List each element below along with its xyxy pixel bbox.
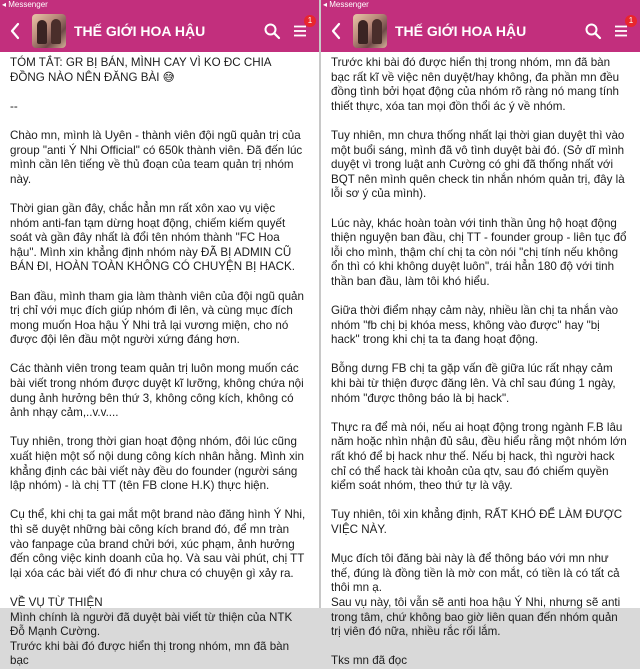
post-paragraph: Lúc này, khác hoàn toàn với tinh thần ủng hộ hoạt động thiện nguyện ban đầu, chị TT - founder group - liên tục đổ lỗi cho mình, thậm chí chị ta còn nói "chị tính nếu không ổn thì có khi không duyệt luôn", trái hẳn 180 độ với tinh thần ban đầu, làm tôi khó hiểu. bbox=[331, 216, 627, 288]
group-avatar[interactable] bbox=[353, 14, 387, 48]
menu-icon bbox=[614, 25, 628, 37]
status-bar[interactable]: ◂ Messenger bbox=[0, 0, 319, 10]
app-header bbox=[321, 10, 640, 52]
chevron-left-icon bbox=[10, 23, 20, 39]
menu-button[interactable] bbox=[289, 10, 311, 52]
post-paragraph: Ban đầu, mình tham gia làm thành viên của đội ngũ quản trị chỉ với mục đích giúp nhóm đi lên, và cùng mục đích mong muốn Hoa hậu Ý Nhi trả lại vương miện, cho nó được đội lên đầu một người xứng đáng hơn. bbox=[10, 289, 304, 347]
group-title[interactable]: THẾ GIỚI HOA HẬU bbox=[74, 23, 206, 39]
back-button[interactable] bbox=[325, 10, 347, 52]
left-screen bbox=[0, 0, 319, 668]
post-paragraph: Thời gian gần đây, chắc hẳn mn rất xôn xao vụ việc nhóm anti-fan tạm dừng hoạt động, chiếm kiếm quyết soát và gần đây nhất là đổi tên nhóm thành "FC Hoa hậu". Mình xin khẳng định nhóm này ĐÃ BỊ ADMIN CŨ BÁN ĐI, HOÀN TOÀN KHÔNG CÓ CHUYỆN BỊ HACK. bbox=[10, 201, 295, 274]
post-paragraph: TÓM TẮT: GR BỊ BÁN, MÌNH CAY VÌ KO ĐC CHIA ĐỒNG NÀO NÊN ĐĂNG BÀI 😅 bbox=[10, 56, 271, 84]
menu-icon bbox=[293, 25, 307, 37]
search-icon bbox=[585, 23, 601, 39]
search-icon bbox=[264, 23, 280, 39]
post-paragraph: Tuy nhiên, tôi xin khẳng định, RẤT KHÓ ĐỂ LÀM ĐƯỢC VIỆC NÀY. bbox=[331, 508, 623, 536]
search-button[interactable] bbox=[582, 10, 604, 52]
post-paragraph: Cụ thể, khi chị ta gai mắt một brand nào đăng hình Ý Nhi, thì sẽ duyệt những bài công kích brand đó, để mn tràn vào fanpage của brand chửi bới, xúc phạm, ảnh hưởng đến công việc kinh doanh của họ. Và sau vài phút, chị TT lại xóa các bài viết đó đi như chưa có chuyện gì xảy ra. bbox=[10, 508, 306, 580]
group-avatar[interactable] bbox=[32, 14, 66, 48]
post-paragraph: Tks mn đã đọc bbox=[331, 654, 408, 668]
post-paragraph: Tuy nhiên, trong thời gian hoạt động nhóm, đôi lúc cũng xuất hiện một số nội dung công kích nhân hằng. Mình xin khẳng định các bài viết này đều do founder (người sáng lập nhóm) - là chị TT (tên FB clone H.K) thực hiện. bbox=[10, 435, 304, 493]
post-paragraph: Bỗng dưng FB chị ta gặp vấn đề giữa lúc rất nhạy cảm khi bài từ thiện được đăng lên. Và chỉ sau đúng 1 ngày, nhóm "được thông báo là bị hack". bbox=[331, 362, 616, 405]
notification-badge: 1 bbox=[304, 15, 316, 27]
back-button[interactable] bbox=[4, 10, 26, 52]
post-paragraph: VỀ VỤ TỪ THIỆN Mình chính là người đã duyệt bài viết từ thiện của NTK Đỗ Mạnh Cường. Trước khi bài đó được hiển thị trong nhóm, mn đã bàn bạc bbox=[10, 595, 293, 668]
post-content bbox=[321, 52, 640, 669]
post-paragraph: Chào mn, mình là Uyên - thành viên đội ngũ quản trị của group "anti Ý Nhi Official" có 650k thành viên. Đã đến lúc mình cần lên tiếng về thủ đoạn của team quản trị nhóm này. bbox=[10, 128, 303, 186]
chevron-left-icon bbox=[331, 23, 341, 39]
notification-badge: 1 bbox=[625, 15, 637, 27]
post-paragraph: -- bbox=[10, 99, 18, 113]
post-content bbox=[0, 52, 319, 669]
app-header bbox=[0, 10, 319, 52]
post-paragraph: Mục đích tôi đăng bài này là để thông báo với mn như thế, đúng là đồng tiền là mờ con mắt, có tiền là có tất cả thôi mn ạ. Sau vụ này, tôi vẫn sẽ anti hoa hậu Ý Nhi, nhưng sẽ anti trong tâm, chứ không bao giờ liên quan đến nhóm quản trị viên đó nữa, nhiều rắc rối lắm. bbox=[331, 552, 621, 639]
status-bar[interactable]: ◂ Messenger bbox=[321, 0, 640, 10]
search-button[interactable] bbox=[261, 10, 283, 52]
right-screen bbox=[321, 0, 640, 668]
post-paragraph: Thực ra để mà nói, nếu ai hoạt động trong ngành F.B lâu năm hoặc nhìn nhận đủ sâu, đều hiểu rằng một nhóm lớn rất khó để bị hack như thế. Nếu bị hack, thì người hack chỉ có thể hack tài khoản của qtv, sau đó chiếm quyền kiểm soát nhóm, theo thứ tự là vậy. bbox=[331, 420, 627, 493]
post-paragraph: Trước khi bài đó được hiển thị trong nhóm, mn đã bàn bạc rất kĩ về việc nên duyệt/hay không, đa phần mn đều đồng tình bởi họat động của nhóm rõ ràng nó mang tính thiết thực, xóa tan mọi đồn thổi ác ý về nhóm. bbox=[331, 56, 620, 113]
group-title[interactable]: THẾ GIỚI HOA HẬU bbox=[395, 23, 527, 39]
post-paragraph: Các thành viên trong team quản trị luôn mong muốn các bài viết trong nhóm được duyệt kĩ lưỡng, không chứa nội dung ảnh hưởng bên thứ 3, không công kích, không có ảnh nhạy cảm,..v.v.... bbox=[10, 362, 304, 420]
menu-button[interactable] bbox=[610, 10, 632, 52]
post-paragraph: Tuy nhiên, mn chưa thống nhất lại thời gian duyệt thì vào một buổi sáng, mình đã vô tình duyệt bài đó. (Sở dĩ mình duyệt vì trong luật anh Cường có ghi đã thống nhất với BQT nên mình quên check tin nhắn nhóm quản trị, đây là lỗi sơ ý của mình). bbox=[331, 128, 625, 201]
post-paragraph: Giữa thời điểm nhạy cảm này, nhiều lần chị ta nhắn vào nhóm "fb chị bị khóa mess, không vào được" hay "bị hack" trong khi chị ta ta đang hoạt động. bbox=[331, 304, 619, 347]
